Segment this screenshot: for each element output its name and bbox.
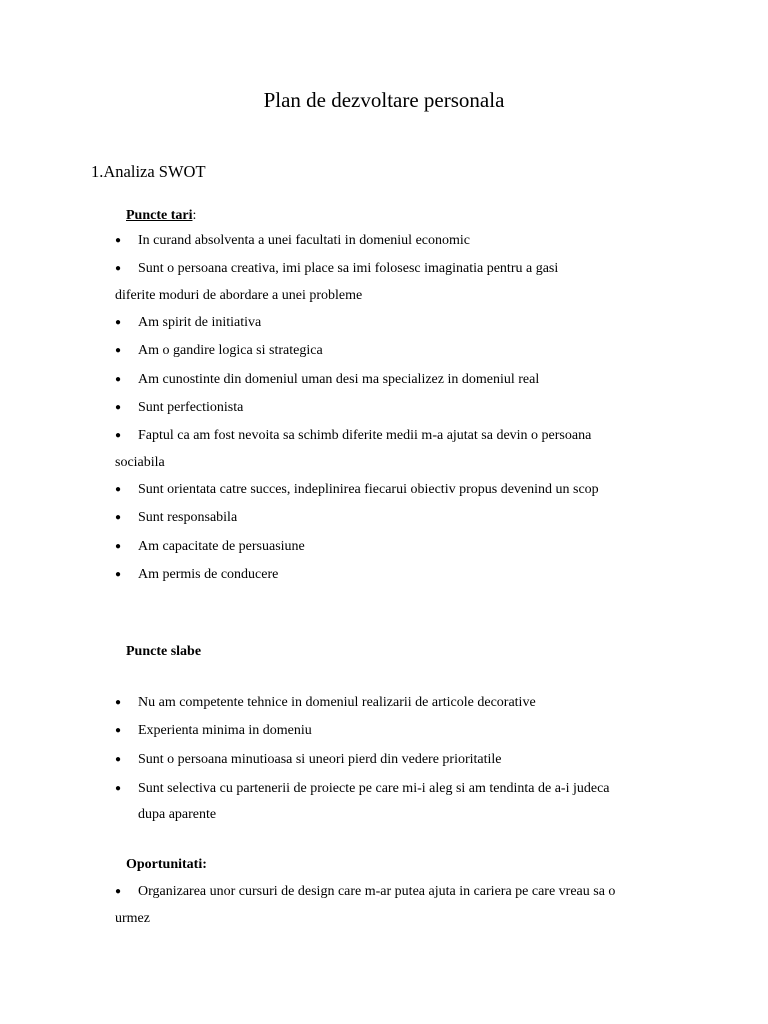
bullet-icon: ● [115, 430, 122, 441]
bullet-icon: ● [115, 345, 122, 356]
bullet-icon: ● [115, 374, 122, 385]
bullet-icon: ● [115, 754, 122, 765]
bullet-icon: ● [115, 512, 122, 523]
bullet-icon: ● [115, 402, 122, 413]
bullet-icon: ● [115, 235, 122, 246]
weakness-item-continuation: dupa aparente [138, 807, 217, 822]
opportunity-item-text: Organizarea unor cursuri de design care m-ar putea ajuta in cariera pe care vreau sa o [138, 884, 616, 899]
weakness-item-text: Sunt selectiva cu partenerii de proiecte pe care mi-i aleg si am tendinta de a-i judeca [138, 781, 610, 796]
bullet-icon: ● [115, 886, 122, 897]
page-title: Plan de dezvoltare personala [263, 88, 505, 112]
strength-item-text: In curand absolventa a unei facultati in domeniul economic [138, 233, 470, 248]
weakness-item-text: Experienta minima in domeniu [138, 723, 312, 738]
bullet-icon: ● [115, 484, 122, 495]
bullet-icon: ● [115, 783, 122, 794]
bullet-icon: ● [115, 697, 122, 708]
bullet-icon: ● [115, 725, 122, 736]
section-heading-swot: 1.Analiza SWOT [91, 162, 206, 181]
strength-item-text: Am capacitate de persuasiune [138, 539, 305, 554]
strength-item-text: Faptul ca am fost nevoita sa schimb diferite medii m-a ajutat sa devin o persoana [138, 428, 592, 443]
strength-item-text: Sunt responsabila [138, 510, 238, 525]
weakness-item-text: Nu am competente tehnice in domeniul realizarii de articole decorative [138, 695, 536, 710]
strengths-heading [126, 206, 196, 226]
strength-item-text: Am spirit de initiativa [138, 315, 262, 330]
strength-item-text: Sunt o persoana creativa, imi place sa imi folosesc imaginatia pentru a gasi [138, 261, 559, 276]
strength-item-continuation: sociabila [115, 455, 165, 470]
bullet-icon: ● [115, 317, 122, 328]
strength-item-continuation: diferite moduri de abordare a unei probleme [115, 288, 363, 303]
bullet-icon: ● [115, 569, 122, 580]
weakness-item-text: Sunt o persoana minutioasa si uneori pierd din vedere prioritatile [138, 752, 502, 767]
strength-item-text: Sunt orientata catre succes, indeplinirea fiecarui obiectiv propus devenind un scop [138, 482, 599, 497]
opportunities-heading: Oportunitati: [126, 857, 207, 872]
weaknesses-heading: Puncte slabe [126, 644, 202, 659]
opportunity-item-continuation: urmez [115, 911, 150, 926]
strengths-heading-label: Puncte tari [126, 208, 193, 223]
bullet-icon: ● [115, 263, 122, 274]
bullet-icon: ● [115, 541, 122, 552]
strength-item-text: Sunt perfectionista [138, 400, 244, 415]
strengths-heading-colon: : [192, 208, 197, 223]
strength-item-text: Am cunostinte din domeniul uman desi ma specializez in domeniul real [138, 372, 540, 387]
strength-item-text: Am permis de conducere [138, 567, 279, 582]
strength-item-text: Am o gandire logica si strategica [138, 343, 323, 358]
